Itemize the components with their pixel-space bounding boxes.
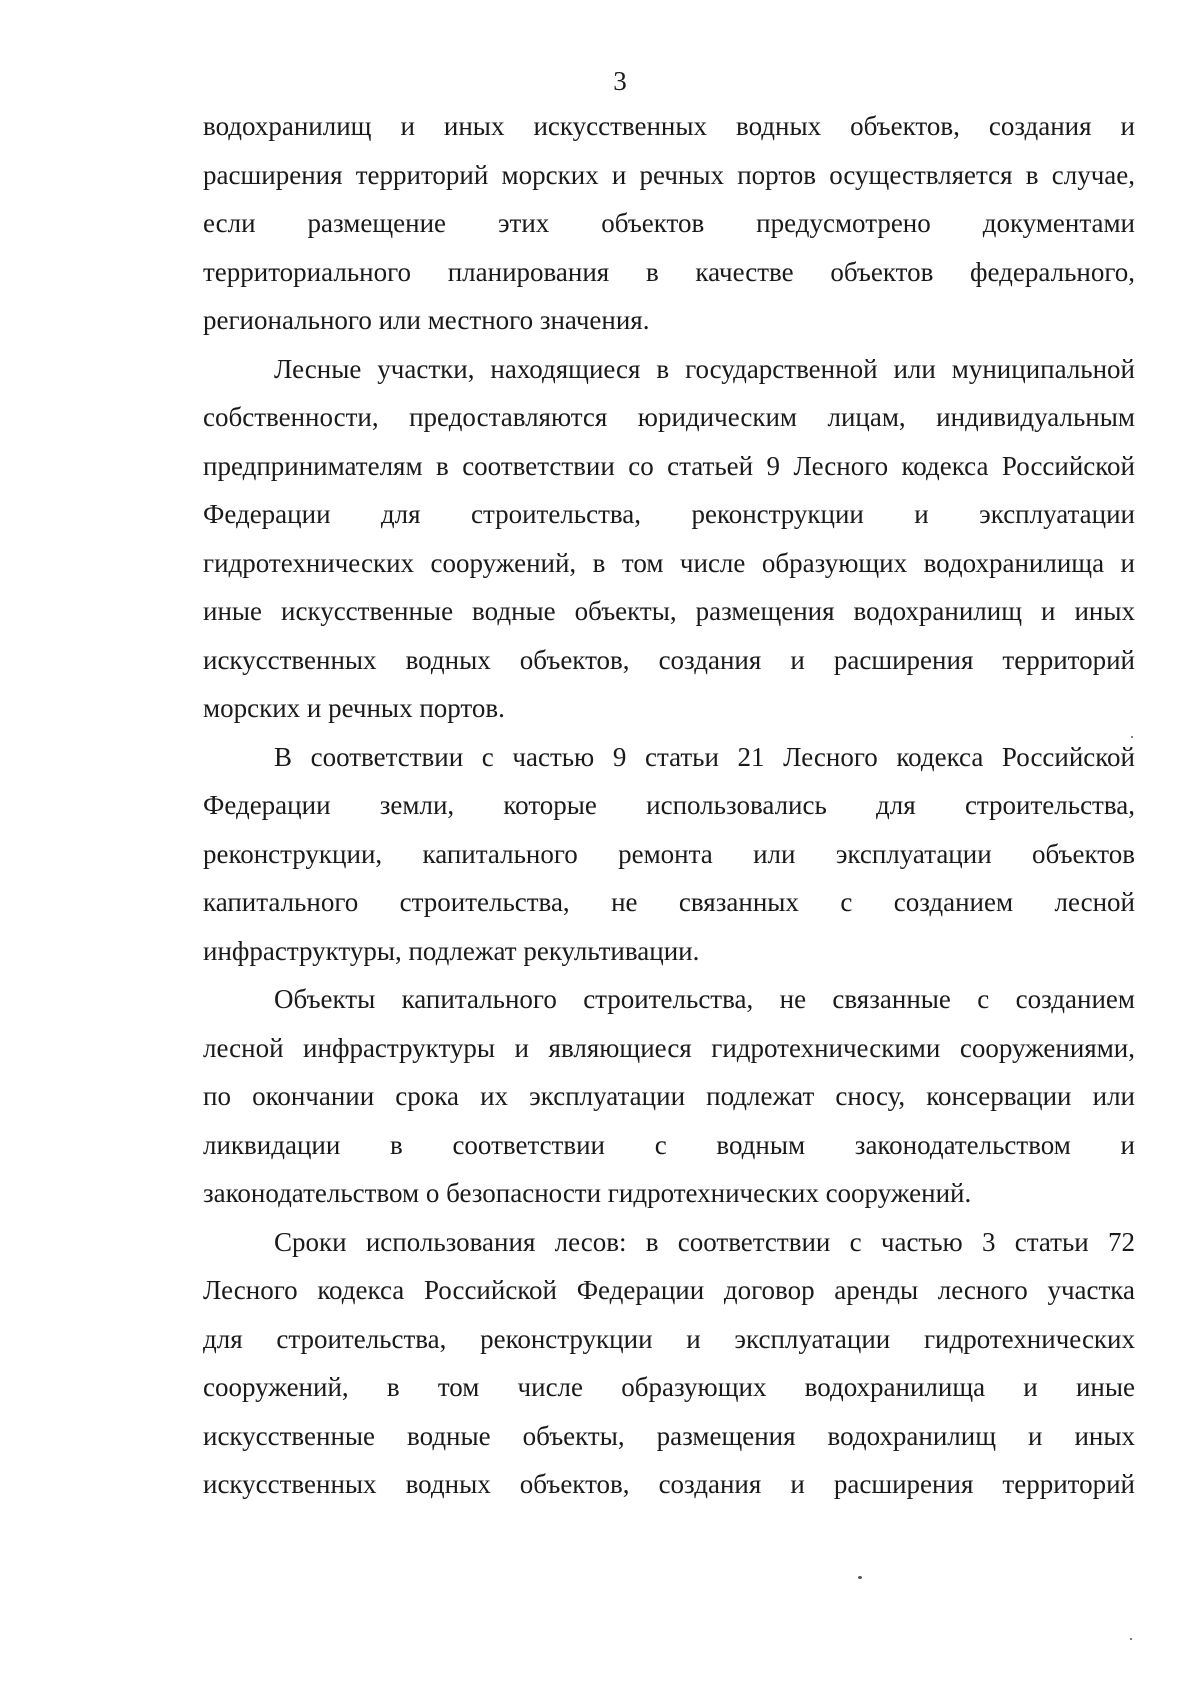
text-line: гидротехнических сооружений, в том числе образующих водохранилища и: [203, 547, 1135, 578]
document-body: [203, 102, 1135, 1509]
text-line: сооружений, в том числе образующих водохранилища и иные: [203, 1372, 1135, 1402]
paragraph-demolition: [203, 975, 1135, 1218]
text-line: если размещение этих объектов предусмотрено документами: [203, 208, 1135, 238]
page-number: 3: [613, 66, 627, 96]
text-line: расширения территорий морских и речных портов осуществляется в случае,: [203, 159, 1135, 190]
text-line: по окончании срока их эксплуатации подлежат сносу, консервации или: [203, 1081, 1135, 1111]
text-line: собственности, предоставляются юридическим лицам, индивидуальным: [203, 402, 1135, 432]
text-line: ликвидации в соответствии с водным законодательством и: [203, 1129, 1135, 1160]
text-line: лесной инфраструктуры и являющиеся гидротехническими сооружениями,: [203, 1032, 1135, 1063]
text-line: Лесного кодекса Российской Федерации договор аренды лесного участка: [203, 1275, 1135, 1305]
text-line: Федерации для строительства, реконструкции и эксплуатации: [203, 499, 1135, 529]
text-line: водохранилищ и иных искусственных водных объектов, создания и: [203, 111, 1135, 141]
paragraph-forest-plots: [203, 345, 1135, 733]
text-line: В соответствии с частью 9 статьи 21 Лесного кодекса Российской: [274, 741, 1135, 772]
scan-speck: [1131, 736, 1133, 738]
text-line: законодательством о безопасности гидротехнических сооружений.: [203, 1178, 972, 1208]
text-line: инфраструктуры, подлежат рекультивации.: [203, 935, 700, 966]
text-line: искусственных водных объектов, создания и расширения территорий: [203, 1469, 1135, 1499]
text-line: Объекты капитального строительства, не связанные с созданием: [274, 984, 1135, 1014]
text-line: предпринимателям в соответствии со статьей 9 Лесного кодекса Российской: [203, 450, 1135, 481]
text-line: территориального планирования в качестве объектов федерального,: [203, 256, 1135, 287]
scan-speck: [858, 1576, 862, 1579]
text-line: для строительства, реконструкции и эксплуатации гидротехнических: [203, 1323, 1135, 1354]
text-line: искусственных водных объектов, создания и расширения территорий: [203, 644, 1135, 675]
text-line: реконструкции, капитального ремонта или эксплуатации объектов: [203, 838, 1135, 869]
text-line: иные искусственные водные объекты, размещения водохранилищ и иных: [203, 596, 1135, 626]
text-line: капитального строительства, не связанных с созданием лесной: [203, 887, 1135, 917]
paragraph-terms: [203, 1218, 1135, 1509]
text-line: искусственные водные объекты, размещения водохранилищ и иных: [203, 1420, 1135, 1451]
text-line: морских и речных портов.: [203, 693, 505, 723]
text-line: регионального или местного значения.: [203, 305, 650, 335]
text-line: Сроки использования лесов: в соответствии с частью 3 статьи 72: [274, 1226, 1135, 1257]
scan-speck: [1130, 1638, 1132, 1640]
text-line: Лесные участки, находящиеся в государственной или муниципальной: [274, 353, 1135, 384]
text-line: Федерации земли, которые использовались для строительства,: [203, 790, 1135, 820]
paragraph-continuation: [203, 102, 1135, 345]
paragraph-recultivation: [203, 733, 1135, 976]
